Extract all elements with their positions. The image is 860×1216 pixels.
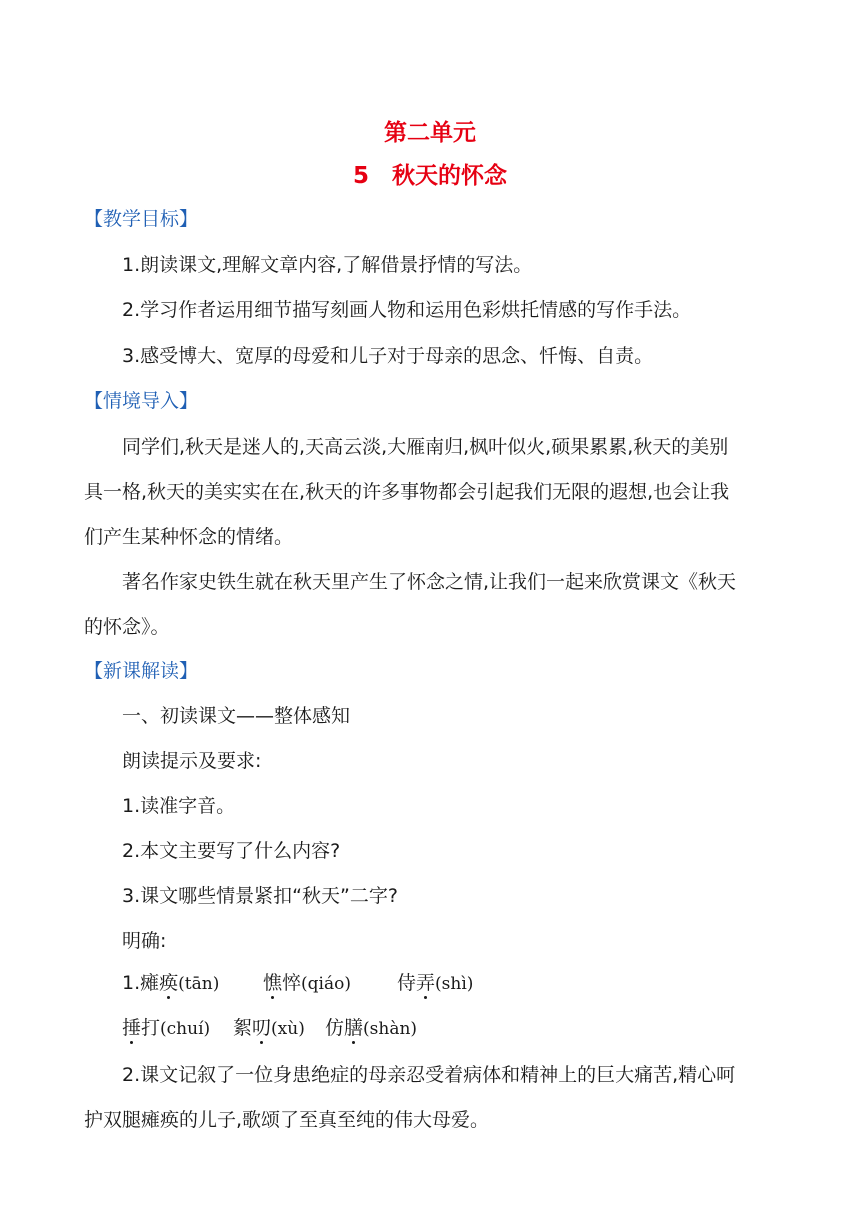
goal-item: 1.朗读课文,理解文章内容,了解借景抒情的写法。 <box>122 254 533 276</box>
intro-paragraph-line: 的怀念》。 <box>84 616 170 638</box>
intro-paragraph-line: 同学们,秋天是迷人的,天高云淡,大雁南归,枫叶似火,硕果累累,秋天的美别 <box>122 436 729 458</box>
section-heading-new-lesson: 【新课解读】 <box>84 660 199 682</box>
answer-paragraph-line: 护双腿瘫痪的儿子,歌颂了至真至纯的伟大母爱。 <box>84 1109 490 1131</box>
vocab-char: 瘫 <box>140 972 160 994</box>
vocab-pinyin: (chuí) <box>160 1019 211 1039</box>
vocab-char: 仿 <box>325 1017 345 1039</box>
vocab-pinyin: (shì) <box>435 974 474 994</box>
tip-item: 3.课文哪些情景紧扣“秋天”二字? <box>122 885 398 907</box>
vocab-item <box>233 1013 305 1040</box>
vocab-item <box>325 1013 417 1040</box>
intro-paragraph-line: 著名作家史铁生就在秋天里产生了怀念之情,让我们一起来欣赏课文《秋天 <box>122 571 737 593</box>
vocab-char: 絮 <box>233 1017 253 1039</box>
vocab-char-dotted: 憔 <box>263 972 283 994</box>
vocab-char: 侍 <box>397 972 417 994</box>
vocab-char: 打 <box>141 1017 161 1039</box>
vocab-item <box>397 968 473 995</box>
vocab-pinyin: (qiáo) <box>301 974 351 994</box>
vocab-word <box>140 972 178 994</box>
section-heading-intro: 【情境导入】 <box>84 390 199 412</box>
vocab-char-dotted: 膳 <box>344 1017 364 1039</box>
vocab-prefix: 1. <box>122 972 141 994</box>
answer-paragraph-line: 2.课文记叙了一位身患绝症的母亲忍受着病体和精神上的巨大痛苦,精心呵 <box>122 1064 736 1086</box>
tip-item: 1.读准字音。 <box>122 795 236 817</box>
reading-heading: 一、初读课文——整体感知 <box>122 705 351 727</box>
vocab-pinyin: (xù) <box>271 1019 305 1039</box>
section-heading-goals: 【教学目标】 <box>84 208 199 230</box>
goal-item: 3.感受博大、宽厚的母爱和儿子对于母亲的思念、忏悔、自责。 <box>122 345 654 367</box>
vocab-char-dotted: 叨 <box>252 1017 272 1039</box>
tips-label: 朗读提示及要求: <box>122 750 262 772</box>
vocab-char-dotted: 弄 <box>416 972 436 994</box>
vocab-char-dotted: 痪 <box>159 972 179 994</box>
goal-item: 2.学习作者运用细节描写刻画人物和运用色彩烘托情感的写作手法。 <box>122 299 692 321</box>
intro-paragraph-line: 具一格,秋天的美实实在在,秋天的许多事物都会引起我们无限的遐想,也会让我 <box>84 481 730 503</box>
intro-paragraph-line: 们产生某种怀念的情绪。 <box>84 526 294 548</box>
unit-title: 第二单元 <box>384 120 476 146</box>
vocab-pinyin: (tān) <box>178 974 220 994</box>
lesson-title: 5 秋天的怀念 <box>352 163 507 189</box>
vocab-char: 悴 <box>282 972 302 994</box>
vocab-pinyin: (shàn) <box>363 1019 418 1039</box>
vocab-item <box>263 968 351 995</box>
vocab-char-dotted: 捶 <box>122 1017 142 1039</box>
vocab-row <box>122 968 219 995</box>
answer-label: 明确: <box>122 930 167 952</box>
vocab-item <box>122 1013 210 1040</box>
tip-item: 2.本文主要写了什么内容? <box>122 840 341 862</box>
